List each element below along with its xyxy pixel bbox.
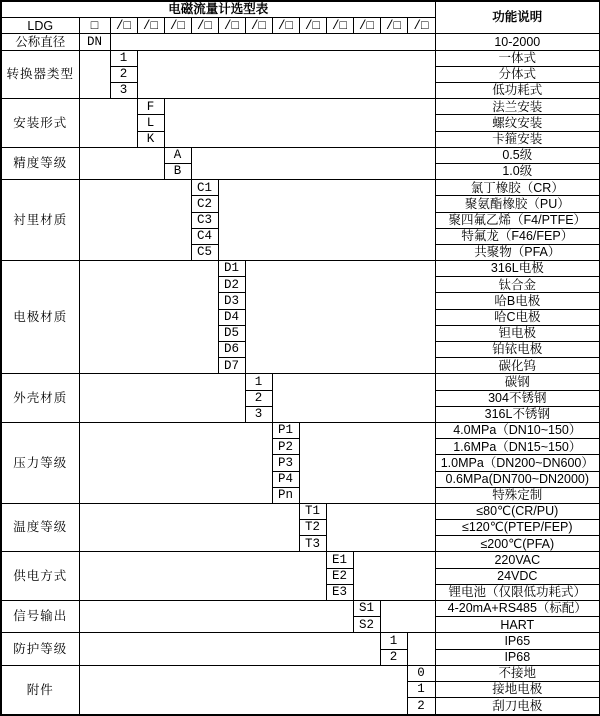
spacer-cell <box>79 180 191 261</box>
code-cell: B <box>164 163 191 179</box>
code-cell: P2 <box>272 439 299 455</box>
model-code-slot: /□ <box>218 18 245 34</box>
spacer-cell <box>218 180 435 261</box>
code-cell: P4 <box>272 471 299 487</box>
code-cell: C1 <box>191 180 218 196</box>
group-label: 温度等级 <box>1 503 79 552</box>
code-cell: T3 <box>299 536 326 552</box>
spacer-cell <box>272 374 435 423</box>
spacer-cell <box>79 633 380 665</box>
desc-cell: ≤120℃(PTEP/FEP) <box>435 520 600 536</box>
function-description-header: 功能说明 <box>435 1 600 34</box>
spacer-cell <box>79 422 272 503</box>
spacer-cell <box>164 99 435 148</box>
desc-cell: 4.0MPa（DN10~150） <box>435 422 600 438</box>
spacer-cell <box>380 601 435 633</box>
group-label: 衬里材质 <box>1 180 79 261</box>
code-cell: D2 <box>218 277 245 293</box>
code-cell: C5 <box>191 244 218 260</box>
desc-cell: 1.0级 <box>435 163 600 179</box>
desc-cell: 钽电极 <box>435 325 600 341</box>
spacer-cell <box>79 99 137 148</box>
model-label: LDG <box>1 18 79 34</box>
model-code-slot: /□ <box>191 18 218 34</box>
code-cell: F <box>137 99 164 115</box>
group-label: 外壳材质 <box>1 374 79 423</box>
code-cell: 0 <box>407 665 435 681</box>
code-cell: P3 <box>272 455 299 471</box>
spacer-cell <box>407 633 435 665</box>
desc-cell: 220VAC <box>435 552 600 568</box>
group-label: 压力等级 <box>1 422 79 503</box>
code-cell: 2 <box>407 698 435 715</box>
group-label: 信号输出 <box>1 601 79 633</box>
spacer-cell <box>245 261 435 374</box>
spacer-cell <box>326 503 435 552</box>
code-cell: E1 <box>326 552 353 568</box>
code-cell: D1 <box>218 261 245 277</box>
code-cell: D6 <box>218 342 245 358</box>
model-code-slot: /□ <box>299 18 326 34</box>
desc-cell: 不接地 <box>435 665 600 681</box>
model-code-slot: /□ <box>245 18 272 34</box>
desc-cell: HART <box>435 617 600 633</box>
desc-cell: 24VDC <box>435 568 600 584</box>
code-cell: T1 <box>299 503 326 519</box>
spacer-cell <box>137 50 435 99</box>
spacer-cell <box>191 147 435 179</box>
code-cell: D4 <box>218 309 245 325</box>
code-cell: 2 <box>245 390 272 406</box>
spacer-cell <box>79 552 326 601</box>
desc-cell: 1.0MPa（DN200~DN600） <box>435 455 600 471</box>
code-cell: T2 <box>299 520 326 536</box>
code-cell: K <box>137 131 164 147</box>
code-cell: E3 <box>326 584 353 600</box>
model-code-slot: /□ <box>272 18 299 34</box>
code-cell: 1 <box>245 374 272 390</box>
code-cell: 1 <box>110 50 137 66</box>
group-label: 转换器类型 <box>1 50 79 99</box>
desc-cell: IP65 <box>435 633 600 649</box>
desc-cell: 接地电极 <box>435 681 600 697</box>
model-code-slot: /□ <box>353 18 380 34</box>
model-code-slot: /□ <box>137 18 164 34</box>
model-code-slot: /□ <box>407 18 435 34</box>
desc-cell: 锂电池（仅限低功耗式） <box>435 584 600 600</box>
spacer-cell <box>353 552 435 601</box>
spacer-cell <box>79 601 353 633</box>
desc-cell: ≤80℃(CR/PU) <box>435 503 600 519</box>
code-cell: E2 <box>326 568 353 584</box>
desc-cell: 聚四氟乙烯（F4/PTFE） <box>435 212 600 228</box>
desc-cell: 哈C电极 <box>435 309 600 325</box>
desc-cell: IP68 <box>435 649 600 665</box>
desc-cell: ≤200℃(PFA) <box>435 536 600 552</box>
model-code-slot: /□ <box>110 18 137 34</box>
desc-cell: 304不锈钢 <box>435 390 600 406</box>
desc-cell: 钛合金 <box>435 277 600 293</box>
code-cell: 1 <box>407 681 435 697</box>
spacer-cell <box>79 503 299 552</box>
desc-cell: 低功耗式 <box>435 83 600 99</box>
spacer-cell <box>79 50 110 99</box>
code-cell: Pn <box>272 487 299 503</box>
group-label: 附件 <box>1 665 79 715</box>
desc-cell: 分体式 <box>435 66 600 82</box>
code-cell: 2 <box>110 66 137 82</box>
group-label: 防护等级 <box>1 633 79 665</box>
desc-cell: 碳钢 <box>435 374 600 390</box>
desc-cell: 法兰安装 <box>435 99 600 115</box>
code-cell: L <box>137 115 164 131</box>
code-cell: S2 <box>353 617 380 633</box>
code-cell: 1 <box>380 633 407 649</box>
spacer-cell <box>299 422 435 503</box>
code-cell: 2 <box>380 649 407 665</box>
group-label: 精度等级 <box>1 147 79 179</box>
code-cell: D7 <box>218 358 245 374</box>
desc-cell: 316L电极 <box>435 261 600 277</box>
group-label: 电极材质 <box>1 261 79 374</box>
code-cell: 3 <box>245 406 272 422</box>
code-cell: D5 <box>218 325 245 341</box>
spacer-cell <box>79 374 245 423</box>
desc-cell: 0.6MPa(DN700~DN2000) <box>435 471 600 487</box>
selection-table-body <box>1 1 600 715</box>
code-cell: P1 <box>272 422 299 438</box>
code-cell-dn: DN <box>79 34 110 50</box>
desc-cell: 特殊定制 <box>435 487 600 503</box>
code-cell: S1 <box>353 601 380 617</box>
desc-cell: 316L不锈钢 <box>435 406 600 422</box>
desc-cell: 4-20mA+RS485（标配） <box>435 601 600 617</box>
group-label-nominal-diameter: 公称直径 <box>1 34 79 50</box>
desc-cell: 刮刀电极 <box>435 698 600 715</box>
code-cell: C2 <box>191 196 218 212</box>
group-label: 供电方式 <box>1 552 79 601</box>
model-code-slot: /□ <box>380 18 407 34</box>
spacer-cell <box>79 665 407 715</box>
model-code-slot: /□ <box>164 18 191 34</box>
desc-cell: 哈B电极 <box>435 293 600 309</box>
code-cell: 3 <box>110 83 137 99</box>
group-label: 安装形式 <box>1 99 79 148</box>
code-cell: A <box>164 147 191 163</box>
desc-cell: 铂铱电极 <box>435 342 600 358</box>
desc-cell: 螺纹安装 <box>435 115 600 131</box>
spacer-cell <box>110 34 435 50</box>
spacer-cell <box>79 147 164 179</box>
model-base-slot: □ <box>79 18 110 34</box>
desc-cell-dn: 10-2000 <box>435 34 600 50</box>
table-title: 电磁流量计选型表 <box>1 1 435 18</box>
code-cell: C3 <box>191 212 218 228</box>
code-cell: D3 <box>218 293 245 309</box>
desc-cell: 特氟龙（F46/FEP） <box>435 228 600 244</box>
desc-cell: 共聚物（PFA） <box>435 244 600 260</box>
desc-cell: 0.5级 <box>435 147 600 163</box>
desc-cell: 一体式 <box>435 50 600 66</box>
desc-cell: 聚氨酯橡胶（PU） <box>435 196 600 212</box>
desc-cell: 碳化钨 <box>435 358 600 374</box>
code-cell: C4 <box>191 228 218 244</box>
model-code-slot: /□ <box>326 18 353 34</box>
desc-cell: 1.6MPa（DN15~150） <box>435 439 600 455</box>
desc-cell: 卡箍安装 <box>435 131 600 147</box>
desc-cell: 氯丁橡胶（CR） <box>435 180 600 196</box>
spacer-cell <box>79 261 218 374</box>
